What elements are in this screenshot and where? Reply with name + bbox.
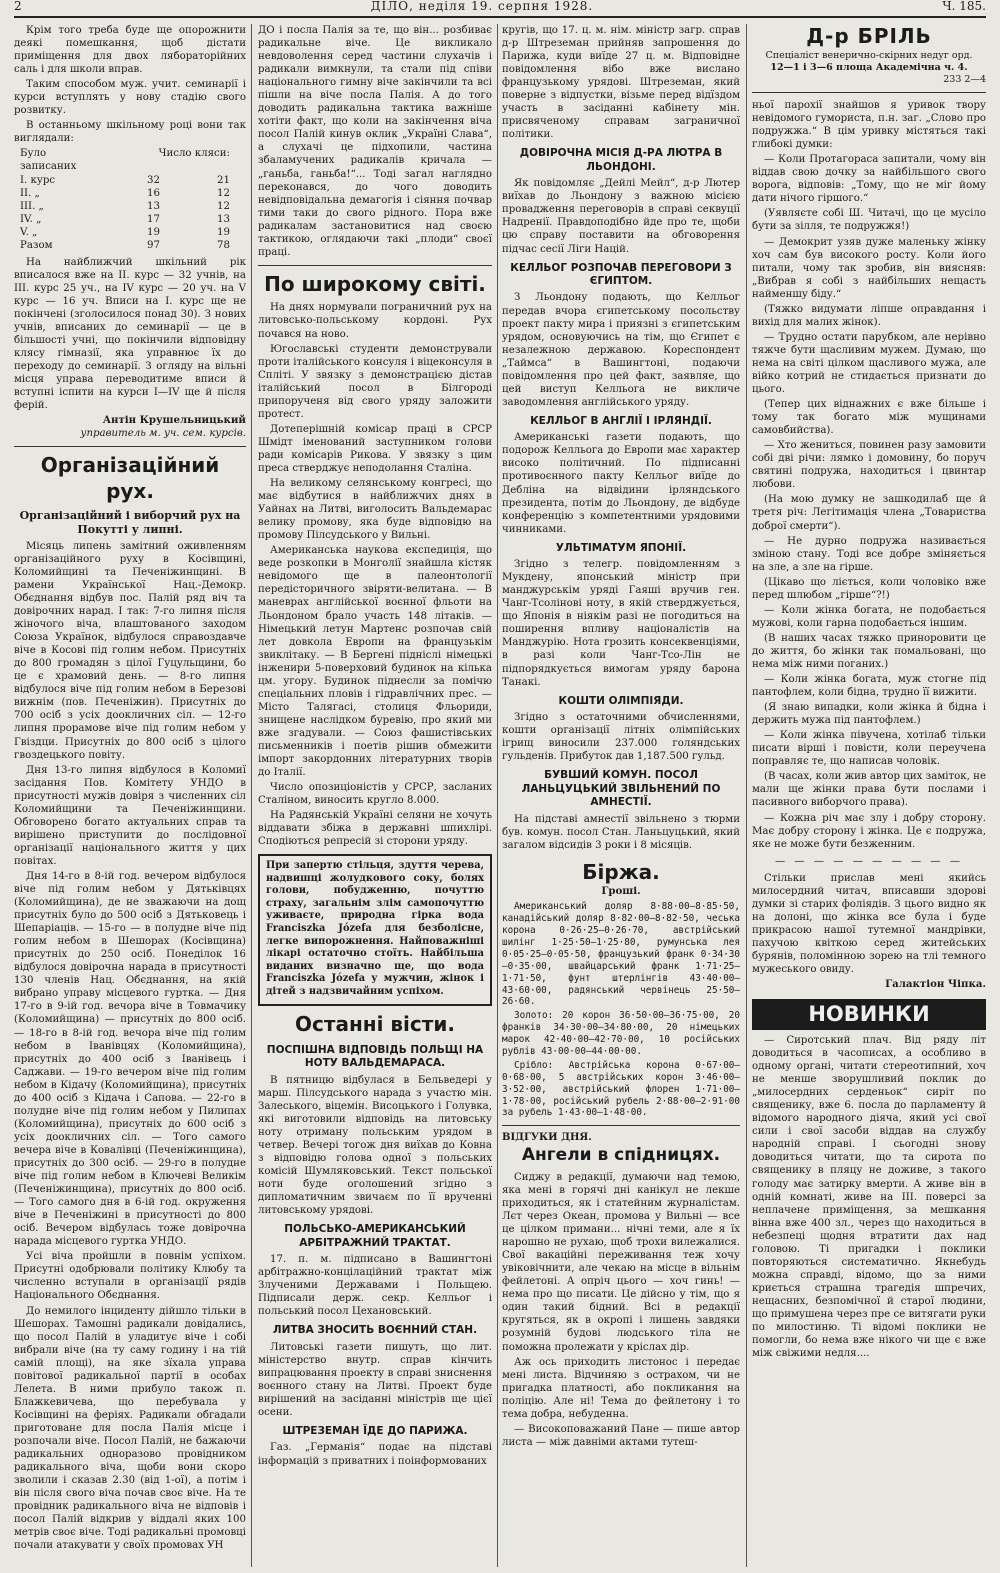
table-cell: 19 [147,226,160,238]
paragraph: — Кожна річ має злу і добру сторону. Має добру сторону і жінка. Це є подружа, яке не може бути безженним. [752,812,986,850]
section-title: Останні вісти. [295,1012,455,1037]
section-title: НОВИНКИ [752,999,986,1030]
table-cell: ІІ. „ [20,187,40,199]
paragraph: — Трудно остати парубком, але нерівно тяжче бути щасливим мужем. Думаю, що нема на світі цілком щасливого мужа, але війко котрий не стидається признати до цього. [752,331,986,396]
table-cell: 21 [217,174,230,186]
table-cell: V. „ [20,226,38,238]
paragraph: В пятницю відбулася в Бельведері у марш. Пілсудського нарада з участю мін. Залеського, віцемін. Висоцького і Голувка, які виготовили відповідь на литовську ноту отриману польським урядом в четвер. Вечері тогож дня виїхав до Ковна з відповідю голова одної з польських комісій Шумляковський. Текст польської ноти буде оголошений згідно з дипломатичним звичаєм по її врученні литовському урядові. [258,1074,492,1217]
article-headline: БУВШИЙ КОМУН. ПОСОЛ ЛАНЬЦУЦЬКИЙ ЗВІЛЬНЕНИЙ ПО АМНЕСТІЇ. [521,769,721,809]
paragraph: (Цікаво що ліється, коли чоловіко вже перед шлюбом „гірше“?!) [752,576,986,601]
table-cell: 78 [217,239,230,251]
masthead-title: ДІЛО, неділя 19. серпня 1928. [370,0,594,13]
article-subtitle: Організаційний і виборчий рух на Покутті у липні. [19,508,241,536]
enrollment-table [20,147,246,251]
paragraph: ДО і посла Палія за те, що він... розбиває радикальне віче. Це викликало невдоволення серед частини слухачів і радикали вимкнули, та стали під співи національного гимну віче закінчили та всі пішли на віче посла Палія. А до того доводить радикальна тактика важніше хотіти факт, що коли на закінчення віча посол Палій кинув оклик „Україні Слава“, а слухачі це підхопили, частина збаламучених радикалів кричала — „ганьба, ганьба!“... Тоді загал наглядно переконався, до чого доводить невідповідальна демагогія і сіяння почвар тими таки до свого рідного. Пора вже радикалам застановитися над своєю тактикою, оглядаючи такі „плоди“ своєї праці. [258,25,492,258]
exchange-gold: Золото: 20 корон 36·50·00—36·75·00, 20 франків 34·30·00—34·80·00, 20 німецьких марок 42·40·00—42·70·00, 10 російських рублів 43·00·00—44·00·00. [502,1010,740,1057]
paragraph: Дотеперішній комісар праці в СРСР Шмідт іменований заступником голови ради комісарів Рикова. У звязку з цим преса стверджує неподолання Сталіна. [258,423,492,474]
paragraph: (Уявляєте собі Ш. Читачі, що це мусіло бути за зілля, те подружжя!) [752,208,986,233]
column-rule [251,24,252,1567]
divider [258,265,492,266]
paragraph: — Сиротський плач. Від ряду літ доводиться в часописах, а особливо в одному органі, читати стереотипний, хоч не менше зворушливий поклик до „милосердних серденьок“ сиріт по священику, вже 6. посла до парламенту й відомого народного діяча, який усі свої сили і свої засоби віддав на службу народній справі. І сьогодні знову доводиться читати, що та сирота по священику в пляцу не доживе, з такого голоду має затирку вмерти. А живе він в одній комнаті, живе на ІІІ. поверсі за неплачене приміщення, за мешкання вінна вже 400 зл., через що находиться в небезпеці щодня втратити дах над головою. Ті пригадки і поклики повторяються систематично. Якнебудь можна справді, відомо, що за ними криється страшна трагедія шпречих, нещасних, безпомічної й старої людини, що примушена через пре се витягати руки по милостиню. Ті відомі поклики не помогли, бо нема вже нікого чи ще є вже між свіжими недля.... [752,1034,986,1360]
column-2 [258,24,492,1567]
table-cell: 17 [147,213,160,225]
table-cell: 16 [147,187,160,199]
article-headline: ПОСПІШНА ВІДПОВІДЬ ПОЛЬЩІ НА НОТУ ВАЛЬДЕМАРАСА. [266,1043,484,1070]
ad-line: Спеціаліст венерично-скірних недуг орд. [765,49,973,61]
paragraph: Дня 13-го липня відбулося в Коломиї засідання Пов. Комітету УНДО в присутності мужів довіря з численних сіл Коломийщини та Печеніжинщини. Обговорено богато актуальних справ та вирішено приступити до послідовної організації національного життя у цих повітах. [14,764,246,867]
article-headline: ШТРЕЗЕМАН ЇДЕ ДО ПАРИЖА. [282,1425,468,1438]
paragraph: На найближчий шкільний рік вписалося вже на ІІ. курс — 32 учнів, на ІІІ. курс 25 уч., на IV курс — 20 уч. на V курс — 16 уч. Вписи на І. курс ще не покінчені (зголосилося понад 30). З нових учнів, вписаних до семинарії — це в більшості учні, що покінчили відповідну клясу гімназії, яка управнює їх до переходу до семинарії. З огляду на вільні місця управа переводитиме вписи й вступні іспити на курси I—IV ще й після ферій. [14,256,246,412]
paragraph: (В наших часах тяжко приноровити це до життя, бо жінки так помальовані, що нема між ними поганих.) [752,632,986,670]
column-rule [746,24,747,1567]
article-headline: ПОЛЬСЬКО-АМЕРИКАНСЬКИЙ АРБІТРАЖНИЙ ТРАКТАТ. [284,1223,466,1249]
paragraph: З Льондону подають, що Келльог передав вчора єгипетському посольству проект пакту мира і приязні з єгипетським урядом, основуючись на тім, що Єгипет є незалежною державою. Кореспондент „Таймса“ в Вашингтоні, подаючи повідомлення про цей факт, заявляе, що цей виступ Келльога не викличе заводомлення англійського уряду. [502,292,740,408]
section-subtitle: Гроші. [601,885,641,898]
advertisement-text: При запертю стільця, здуття черева, надвишці жолудкового соку, болях голови, побудженню, почуттю страху, загальнім злім самопочуттю уживаєте, природна гірка вода Franciszka Józefa для безболісне, легке випорожнення. Найповажніші лікарі остаточно стоїть. Найбільша виданих визначно ще, що вода Franciszka Józefa у мужчин, жінок і дітей з надзвичайним успіхом. [266,860,484,997]
table-cell: 13 [147,200,160,212]
page-number-left: 2 [14,0,22,13]
dash-separator: — — — — — — — — — — [774,855,964,867]
column-rule [497,24,498,1567]
column-3 [502,24,740,1567]
article-headline: КЕЛЛЬОГ РОЗПОЧАВ ПЕРЕГОВОРИ З ЄГИПТОМ. [510,261,732,288]
paragraph: На підставі амнестії звільнено з тюрми був. комун. посол Стан. Ланьцуцький, який загалом відсидів 3 роки і 8 місяців. [502,813,740,851]
divider [502,1125,740,1126]
signature-title: управитель м. уч. сем. курсів. [80,428,246,440]
table-cell: Було записаних [20,148,77,173]
ad-line: 233 2—4 [943,73,986,85]
paragraph: (Тяжко видумати ліпше оправдання і вихід для малих жінок). [752,303,986,328]
table-cell: 19 [217,226,230,238]
paragraph: Литовські газети пишуть, що лит. міністерство внутр. справ кінчить випрацювання проекту в справі зниснення воєнного стану на Литві. Проект буде вирішений на засіданні міністрів ще цієї осени. [258,1341,492,1418]
exchange-silver: Срібло: Австрійська корона 0·67·00—0·68·00, 5 австрійських корон 3·46·00—3·52·00, австрійський флорен 1·71·00—1·78·00, російський рубель 2·88·00—2·91·00 за рубель 1·43·00—1·48·00. [502,1059,740,1119]
signature: Антін Крушельницький [102,414,246,427]
article-headline: КОШТИ ОЛІМПІЯДИ. [558,694,684,707]
table-row [20,187,230,200]
paragraph: Число опозиціоністів у СРСР, засланих Сталіном, виносить кругло 8.000. [258,782,492,807]
ad-line: 12—1 і 3—6 площа Академічна ч. 4. [770,61,968,73]
table-header [20,147,230,173]
paragraph: Югославські студенти демонстрували проти італійського консуля і віцеконсуля в Спліті. У звязку з демонстрацією дістав італійський посол в Білгороді припорученя від свого уряду заложити протест. [258,343,492,420]
advertisement-box [258,854,492,1006]
page-number-right: Ч. 185. [942,0,986,13]
table-cell: Разом [20,239,53,251]
ad-name: Д-р БРІЛЬ [806,24,932,48]
article-headline: ДОВІРОЧНА МІСІЯ Д-РА ЛЮТРА В ЛЬОНДОНІ. [519,147,723,173]
table-row [20,174,230,187]
doctor-advertisement [752,24,986,86]
divider [752,92,986,93]
paragraph: На Радянській Україні селяни не хочуть віддавати збіжа в державні шпихлірі. Сподіються репресій зі сторони уряду. [258,810,492,848]
table-cell: IV. „ [20,213,42,225]
article-headline: КЕЛЛЬОГ В АНГЛІЇ І ІРЛЯНДІЇ. [530,414,712,427]
table-cell: 32 [147,174,160,186]
signature: Галактіон Чіпка. [885,978,986,991]
paragraph: (На мою думку не зашкодилаб ще й третя річ: Легітимація члена „Товариства доброї смерти“). [752,494,986,532]
paragraph: Сиджу в редакції, думаючи над темою, яка мені в горячі дні канікул не лекше приходиться, як і статейним журналістам. Лєт через Океан, промова у Вильні — все це цілком примани... нічні теми, але я їх нарошно не рухаю, щоб трохи вилежалися. Свої вакаційні переживання теж хочу увіковічнити, але чекаю на місце в вільнім фейлетоні. А опріч цього — хоч гинь! — нема про що писати. Це дійсно у тім, що я один такий бідний. Всі в редакції кругяться, як в окропі і лишень завдяки розумній будові людського тіла не поможна пролежати у кріслах дір. [502,1171,740,1353]
exchange-rates: Американський доляр 8·88·00—8·85·50, канадійський доляр 8·82·00—8·82·50, чеська корона 0·26·25—0·26·70, австрійський шилінг 1·25·50—1·25·80, румунська лея 0·05·25—0·05·50, французький франк 0·34·30—0·35·00, швайцарський франк 1·71·25—1·71·50, фунт штерлінгів 43·40·00—43·60·00, радянський червінець 25·50—26·60. [502,901,740,1008]
paragraph: Згідно з телегр. повідомленням з Мукдену, японський міністр при манджурськім уряді Гаяші вручив ген. Чанг-Тсолінові ноту, в якій стверджується, що Японія в ніякім разі не погодиться на поширення впливу націоналістів на Манджурію. Нота грозить консеквенціями, в разі коли Чанг-Тсо-Лін не підпорядкується вимогам уряду барона Танакі. [502,559,740,688]
column-kicker: ВІДГУКИ ДНЯ. [502,1132,592,1144]
paragraph: Згідно з остаточними обчисленнями, кошти організації літніх олімпійських ігрищ виносили 237.000 голяндських гульденів. Прибуток дав 1,187.500 гульд. [502,712,740,763]
section-title: По широкому світі. [264,271,486,296]
paragraph: — Коли Протагораса запитали, чому він віддав свою дочку за найбільшого свого ворога, відповів: „Тому, що не міг йому дати нічого гіршого.“ [752,154,986,205]
table-cell: 12 [217,200,230,212]
paragraph: Американські газети подають, що подорож Келльога до Европи має характер високо політичний. По підписанні противоєнного пакту Келльог виїде до Дебліна на відвідини ірляндського президента, потім до Льондону, де відбуде конференцію з компетентними урядовими чинниками. [502,432,740,535]
article-headline: ЛИТВА ЗНОСИТЬ ВОЄННИЙ СТАН. [272,1324,478,1337]
table-row [20,200,230,213]
paragraph: — Не дурно подружа називається зміною стану. Тоді все добре зміняється на зле, а зле на гірше. [752,535,986,573]
table-cell: ІІІ. „ [20,200,44,212]
paragraph: Американська наукова експедиція, що веде розкопки в Монголії знайшла кістяк невідомого ще в палеонтології передісторичного звіряти-велитана. — В маневрах англійської воєнної фльоти на Льондоном брало участь 148 літаків. — Німецький летун Мартенс розпочав свій лет довкола Европи на французькім звиклітаку. — В Бергені підніслі німецькі інженири 5-поверховий будинок на кілька цм. угору. Будинок піднесли за помічю спеціальних пловів і гідравлічних прес. — Місто Талягасі, столиця Фльориди, знищене наслідком буревію, про який ми вже згадували. — Союз фашистівських письменників і поетів рішив обмежити імпорт закордонних літературних творів до Італії. [258,545,492,779]
paragraph: (Я знаю випадки, коли жінка й бідна і держить мужа під пантофлем.) [752,702,986,727]
paragraph: ньої парохії знайшов я уривок твору невідомого гумориста, п.н. заг. „Слово про подружжа.“ В цім уривку містяться такі глибокі думки: [752,100,986,151]
paragraph: Крім того треба буде ще опорожнити деякі помешкання, щоб дістати приміщення для двох лябораторійних саль і для школи вправ. [14,25,246,76]
table-cell: 97 [147,239,160,251]
table-row [20,239,230,252]
paragraph: — Хто жениться, повинен разу замовити собі дві річи: лямко і домовину, бо поруч святині подружа, находиться і цвинтар любови. [752,440,986,491]
masthead [14,0,986,18]
paragraph: Місяць липень замітний оживленням організаційного руху в Косівщині, Коломийщині та Печеніжинщині. В рамени Української Нац.-Демокр. Обєднання відбув пос. Палій ряд віч та довірочних нарад. І так: 7-го липня після жіночого віча, влаштованого заходом Союза Українок, відбулося справоздавче віче в Косові під голим небом. Присутніх до 800 громадян з цілої Гуцульщини, бо це є храмовий день. — 8-го липня відбулося віче під голим небом в Березові вижнім (пов. Печеніжин). Присутніх до 700 осіб з усіх доокличних сіл. — 12-го липня прорамове віче під голим небом у Гвіздци. Присутніх до 800 осіб з цілого гвоздецького повіту. [14,540,246,761]
paragraph: На днях нормували пограничний рух на литовсько-польському кордоні. Рух почався на ново. [258,302,492,340]
paragraph: — Демокрит узяв дуже маленьку жінку хоч сам був високого росту. Коли його питали, чому так зробив, він виясняв: „Вибрав я собі з найбільших нещасть найменшу біду.“ [752,236,986,300]
paragraph: Як повідомляє „Дейлі Мейл“, д-р Лютер виїхав до Льондону з важною місією провадження переговорів в справі секвуції Надренії. Правдоподібно йде про те, щоби цю справу поставити на обговорення підчас сесії Ліги Націй. [502,178,740,255]
column-4 [752,24,986,1567]
table-row [20,213,230,226]
paragraph: Стільки прислав мені якийсь милосердний читач, вписавши здорові думки зі старих фоліядів. З цього видно як на долоні, що жінка все була і буде прикрасою нашої тутемної мандрівки, пахучою квіткою серед житейських бурянів, поломінною зорею на тлі темного мужеського овиду. [752,872,986,976]
table-row [20,226,230,239]
paragraph: Усі віча пройшли в повнім успіхом. Присутні одобрювали політику Клюбу та численно вступали в організації рядів Національного Обєднання. [14,1251,246,1302]
section-title: Організаційний рух. [40,453,220,504]
paragraph: — Коли жінка богата, муж стогне під пантофлем, коли бідна, трудно її вижити. [752,674,986,699]
divider [14,446,246,447]
article-headline: УЛЬТІМАТУМ ЯПОНІЇ. [555,541,687,554]
table-cell: І. курс [20,174,56,186]
paragraph: В останньому шкільному році вони так виглядали: [14,120,246,145]
paragraph: — Високоповажаний Пане — пише автор листа — між давніми актами тутеш- [502,1423,740,1448]
table-cell: 12 [217,187,230,199]
paragraph: — Коли жінка півучена, хотілаб тільки писати вірші і повісти, коли переучена поправляє те, що написав чоловік. [752,730,986,768]
paragraph: (В часах, коли жив автор цих заміток, не мали ще жінки права бути послами і пасивного виборчого права). [752,771,986,809]
paragraph: Аж ось приходить листонос і передає мені листа. Відчиняю з острахом, чи не пригадка платності, або покликання на поліцію. Але ні! Тема до фейлетону і то тема добра, небуденна. [502,1356,740,1420]
paragraph: 17. п. м. підписано в Вашингтоні арбітражно-концілаційний трактат між Злученими Державами і Польщею. Підписали держ. секр. Келльог і польський посол Цехановський. [258,1254,492,1318]
section-title: Біржа. [582,859,660,884]
feuilleton-title: Ангели в спідницях. [521,1145,721,1166]
paragraph: На великому селянському конгресі, що має відбутися в найближчих днях в Уайнах на Литві, виголосить Вальдемарас велику промову, яка буде відповідю на промову Пілсудського у Вильні. [258,478,492,542]
paragraph: До немилого інциденту дійшло тільки в Шешорах. Тамошні радикали довідались, що посол Палій в уладитує віче і собі вибрали віче (на ту саму годину і на тій самій площі), на яке зїхала управа повітової радикальної партії в особах Лелета. В ними прибуло також п. Блажкевичева, що перебувала у Косівщині на феріях. Радикали обгадали приготоване для посла Палія місце і розпочали віче. Посол Палій, не бажаючи радикальних одноразово провідником радикального віча, щоби вони скоро зволили і сказав 2.30 (від 1-ої), а потім і він після свого віча почав своє віче. На те провідник радикального віча не відповів і посол Палій відкрив у віддалі яких 100 метрів своє віче. Тоді радикальні промовці почали атакувати у своїх промовах УН [14,1305,246,1552]
paragraph: кругів, що 17. ц. м. нім. міністр загр. справ д-р Штреземан прийняв запрошення до Парижа, куди виїде 27 ц. м. Відповідне повідомлення вібо вже вислано французькому урядові. Штреземан, який поверне з відпустки, візьме перед відїздом участь в засіданні кабінету мін. присвяченому справам заграничної політики. [502,25,740,141]
column-1 [14,24,246,1567]
table-cell: Число кляси: [158,148,230,160]
paragraph: (Тепер цих віднажних є вже більше і тому так богато між мущинами самовбийства). [752,399,986,437]
paragraph: Таким способом муж. учит. семинарії і курси вступлять у нову стадію свого розвитку. [14,79,246,117]
paragraph: Дня 14-го в 8-ій год. вечером відбулося віче під голим небом у Дятьківцях (Коломийщина), де не зважаючи на дощ присутніх було до 500 осіб з Дятьковець і Шепаріаців. — 15-го — в полудне віче під голим небом в Шешорах (Косівщина) присутніх до 250 осіб. Понеділок 16 відбулося довірочна нарада в присутності 130 членів Нац. Обєднання, на якій вибрано управу місцевого гуртка. — Дня 17-го в 9-ій год. вечора віче в Товмачику (Коломийщина) — присутніх до 800 осіб. — 18-го в 8-ій год. вечора віче під голим небом в Іванівцях (Коломийщина), присутніх до 400 осіб з Іванівець і Саджави. — 19-го вечером віче під голим небом в Кідачу (Коломийщина), присутніх до 400 осіб з Кідача і Сапова. — 22-го в полудне віче під голим небом у Пилипах (Коломийщина), присутніх до 600 осіб з усіх доокличних сіл. — Того самого вечера віче в Ковалівці (Печеніжинщина), присутніх до 300 осіб. — 29-го в полудне віче під голим небом в Ключеві Великім (Печеніжинщина), присутніх до 800 осіб. — Того самого дня в 6-ій год. окруження віче в Печеніжині в присутності до 800 осіб. Вечером відбулась тоже довірочна нарада місцевого гуртка УНДО. [14,870,246,1248]
paragraph: Газ. „Германія“ подає на підставі інформацій з приватних і поінформованих [258,1442,492,1467]
paragraph: — Коли жінка богата, не подобається мужові, коли гарна подобається іншим. [752,604,986,629]
table-cell: 13 [217,213,230,225]
